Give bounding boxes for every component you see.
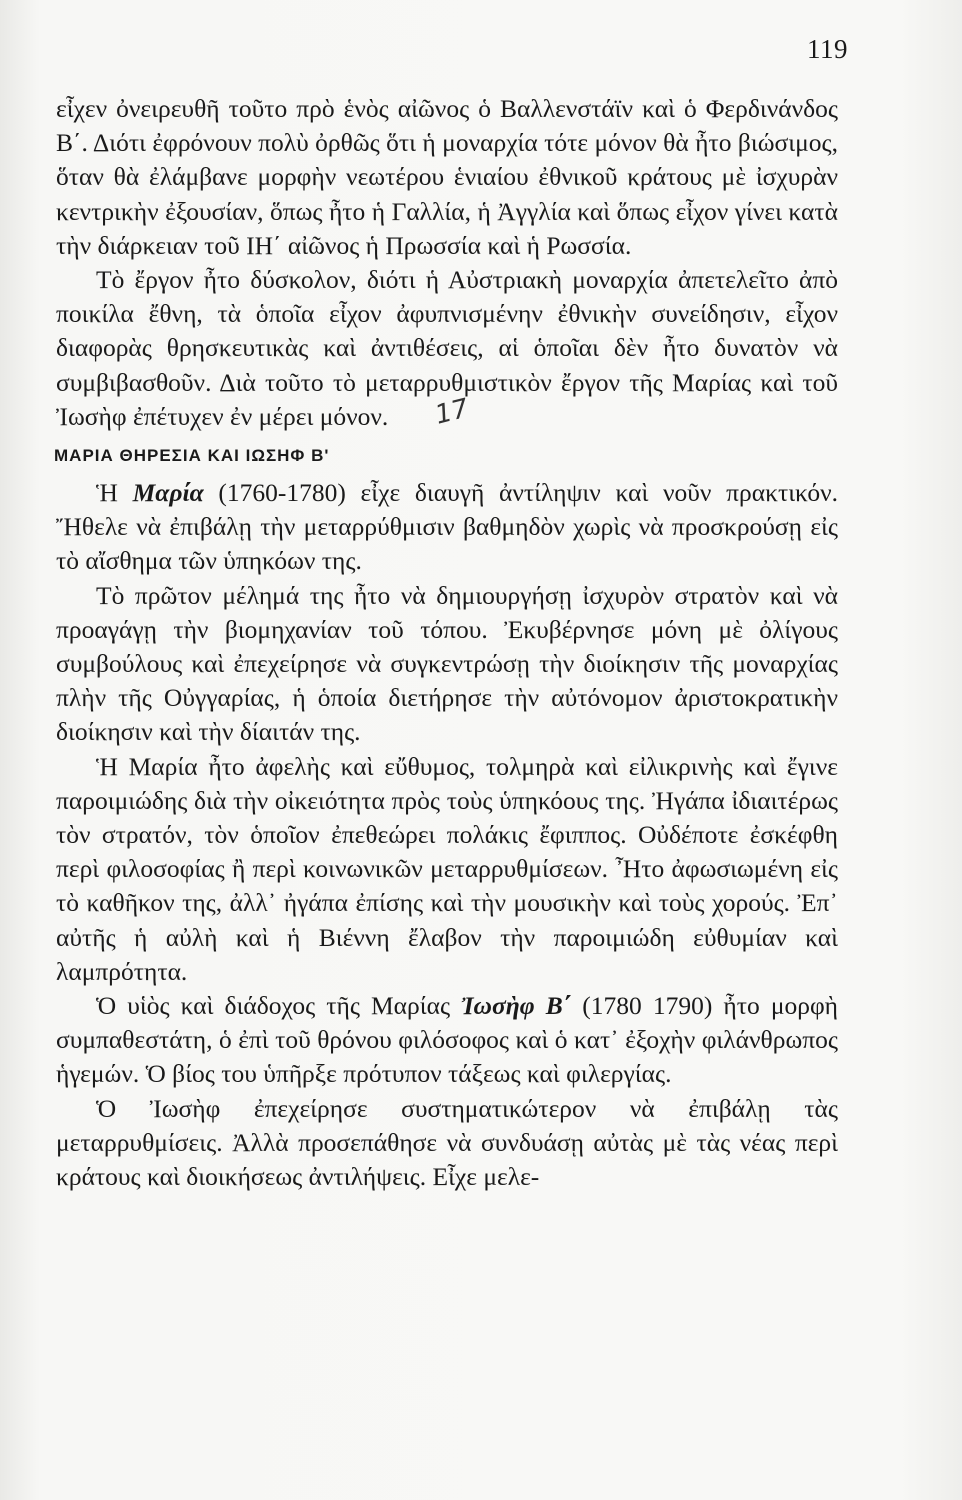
- paragraph-5: Ἡ Μαρία ἦτο ἀφελὴς καὶ εὔθυμος, τολμηρὰ καὶ εἰλικρινὴς καὶ ἔγινε παροιμιώδης διὰ τὴν οἰκειότητα πρὸς τοὺς ὑπηκόους της. Ἠγάπα ἰδιαιτέρως τὸν στρατόν, τὸν ὁποῖον ἐπεθεώρει πολάκις ἔφιππος. Οὐδέποτε ἐσκέφθη περὶ φιλοσοφίας ἢ περὶ κοινωνικῶν μεταρρυθμίσεων. Ἦτο ἀφωσιωμένη εἰς τὸ καθῆκον της, ἀλλ᾽ ἠγάπα ἐπίσης καὶ τὴν μουσικὴν καὶ τοὺς χορούς. Ἐπ᾽ αὐτῆς ἡ αὐλὴ καὶ ἡ Βιέννη ἔλαβον τὴν παροιμιώδη εὐθυμίαν καὶ λαμπρότητα.: [56, 751, 838, 986]
- paragraph-4: Τὸ πρῶτον μέλημά της ἦτο νὰ δημιουργήσῃ ἰσχυρὸν στρατὸν καὶ νὰ προαγάγῃ τὴν βιομηχανίαν τοῦ τόπου. Ἐκυβέρνησε μόνη μὲ ὀλίγους συμβούλους καὶ ἐπεχείρησε νὰ συγκεντρώσῃ τὴν διοίκησιν τῆς μοναρχίας πλὴν τῆς Οὐγγαρίας, ἡ ὁποία διετήρησε τὴν αὐτόνομον ἀριστοκρατικὴν διοίκησιν καὶ τὴν δίαιτάν της.: [56, 580, 838, 747]
- paragraph-7: Ὁ Ἰωσὴφ ἐπεχείρησε συστηματικώτερον νὰ ἐπιβάλῃ τὰς μεταρρυθμίσεις. Ἀλλὰ προσεπάθησε νὰ συνδυάσῃ αὐτὰς μὲ τὰς νέας περὶ κράτους καὶ διοικήσεως ἀντιλήψεις. Εἶχε μελε-: [56, 1093, 838, 1192]
- paragraph-2: [56, 263, 838, 434]
- paragraph-3-emphasis: Μαρία: [132, 478, 204, 508]
- paragraph-3-start: Ἡ: [96, 478, 133, 508]
- page-number: 119: [807, 34, 848, 64]
- paragraph-6: [56, 989, 838, 1092]
- body-text: [56, 92, 838, 1194]
- section-heading: ΜΑΡΙΑ ΘΗΡΕΣΙΑ ΚΑΙ ΙΩΣΗΦ Β': [54, 446, 330, 466]
- paragraph-2-text: Τὸ ἔργον ἦτο δύσκολον, διότι ἡ Αὐστριακὴ μοναρχία ἀπετελεῖτο ἀπὸ ποικίλα ἔθνη, τὰ ὁποῖα εἶχον ἀφυπνισμένην ἐθνικὴν συνείδησιν, εἶχον διαφορὰς θρησκευτικὰς καὶ ἀντιθέσεις, αἱ ὁποῖαι δὲν ἦτο δυνατὸν νὰ συμβιβασθοῦν. Διὰ τοῦτο τὸ μεταρρυθμιστικὸν ἔργον τῆς Μαρίας καὶ τοῦ Ἰωσὴφ ἐπέτυχεν ἐν μέρει μόνον.: [56, 265, 838, 431]
- paragraph-6-emphasis: Ἰωσὴφ Β΄: [461, 991, 572, 1021]
- paragraph-6-rest: (1780 1790) ἦτο μορφὴ συμπαθεστάτη, ὁ ἐπὶ τοῦ θρόνου φιλόσοφος καὶ ὁ κατ᾽ ἐξοχὴν φιλάνθρωπος ἡγεμών. Ὁ βίος του ὑπῆρξε πρότυπον τάξεως καὶ φιλεργίας.: [56, 991, 839, 1089]
- paragraph-3: [56, 476, 838, 579]
- paragraph-3-rest: (1760-1780) εἶχε διαυγῆ ἀντίληψιν καὶ νοῦν πρακτικόν. Ἤθελε νὰ ἐπιβάλῃ τὴν μεταρρύθμισιν βαθμηδὸν χωρὶς νὰ προσκρούσῃ εἰς τὸ αἴσθημα τῶν ὑπηκόων της.: [56, 478, 838, 576]
- handwritten-mark: 17: [432, 393, 472, 431]
- paragraph-6-start: Ὁ υἱὸς καὶ διάδοχος τῆς Μαρίας: [96, 991, 462, 1021]
- paragraph-1: εἶχεν ὀνειρευθῆ τοῦτο πρὸ ἑνὸς αἰῶνος ὁ Βαλλενστάϊν καὶ ὁ Φερδινάνδος Β΄. Διότι ἐφρόνουν πολὺ ὀρθῶς ὅτι ἡ μοναρχία τότε μόνον θὰ ἦτο βιώσιμος, ὅταν θὰ ἐλάμβανε μορφὴν νεωτέρου ἑνιαίου ἐθνικοῦ κράτους μὲ ἰσχυρὰν κεντρικὴν ἐξουσίαν, ὅπως ἦτο ἡ Γαλλία, ἡ Ἀγγλία καὶ ὅπως εἶχον γίνει κατὰ τὴν διάρκειαν τοῦ ΙΗ΄ αἰῶνος ἡ Πρωσσία καὶ ἡ Ρωσσία.: [56, 94, 838, 260]
